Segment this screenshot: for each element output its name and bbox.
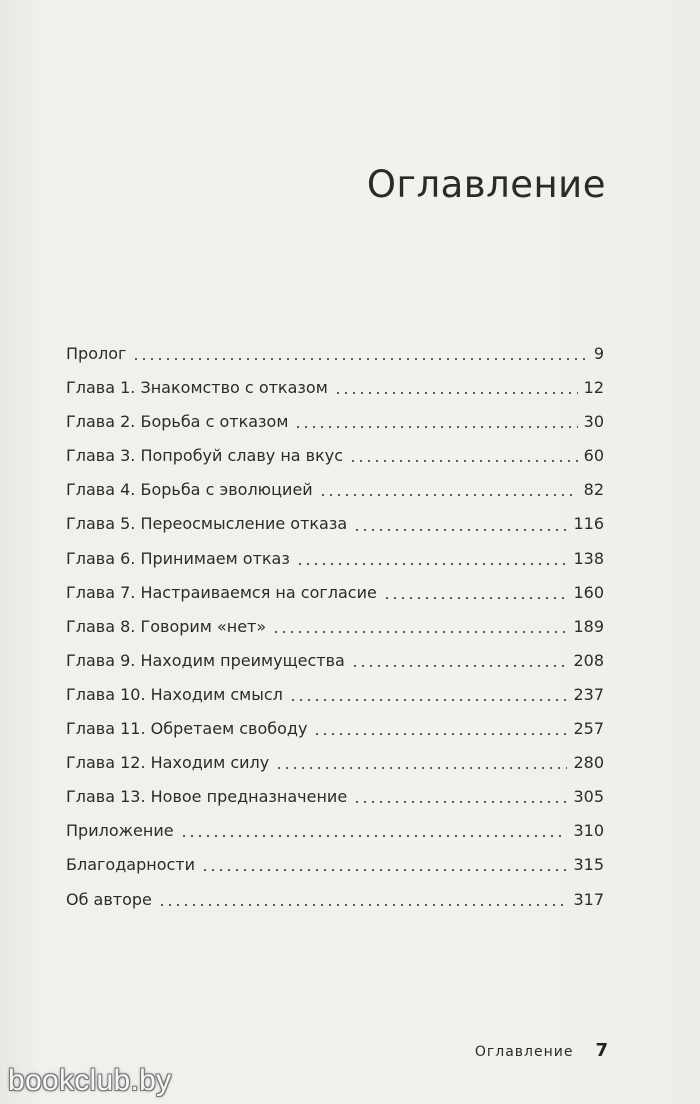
toc-entry-label: Пролог <box>66 344 127 363</box>
toc-entry <box>66 746 604 780</box>
dot-leader <box>289 698 568 702</box>
toc-entry <box>66 507 604 541</box>
page-number: 7 <box>595 1040 608 1061</box>
toc-entry <box>66 644 604 678</box>
dot-leader <box>158 903 568 907</box>
dot-leader <box>319 493 578 497</box>
toc-entry-label: Глава 7. Настраиваемся на согласие <box>66 582 377 602</box>
dot-leader <box>272 630 567 634</box>
toc-entry-page: 82 <box>583 480 604 500</box>
toc-entry-label: Глава 10. Находим смысл <box>66 684 283 704</box>
toc-entry-label: Благодарности <box>66 855 195 875</box>
toc-entry <box>66 542 604 576</box>
toc-entry-page: 12 <box>583 378 604 398</box>
dot-leader <box>383 596 568 600</box>
toc-entry-label: Глава 12. Находим силу <box>66 753 270 773</box>
toc-entry-page: 280 <box>573 753 604 773</box>
toc-entry-label: Глава 1. Знакомство с отказом <box>66 378 328 398</box>
toc-entry-label: Глава 4. Борьба с эволюцией <box>66 480 313 500</box>
toc-entry-page: 257 <box>573 719 604 739</box>
toc-entry <box>66 576 604 610</box>
toc-entry-page: 189 <box>573 616 604 636</box>
toc-entry-label: Приложение <box>66 821 174 841</box>
toc-entry-label: Глава 13. Новое предназначение <box>66 787 348 807</box>
toc-entry-page: 30 <box>583 412 604 432</box>
toc-entry-page: 116 <box>573 514 604 534</box>
toc-entry-label: Глава 9. Находим преимущества <box>66 650 345 670</box>
dot-leader <box>351 664 568 668</box>
dot-leader <box>296 562 568 566</box>
toc-entry <box>66 678 604 712</box>
toc-entry-label: Глава 2. Борьба с отказом <box>66 412 289 432</box>
toc-entry <box>66 337 604 371</box>
toc-entry-label: Глава 3. Попробуй славу на вкус <box>66 446 344 466</box>
dot-leader <box>349 459 578 463</box>
running-footer <box>475 1040 608 1061</box>
dot-leader <box>353 528 567 532</box>
toc-entry-label: Глава 11. Обретаем свободу <box>66 719 308 739</box>
dot-leader <box>313 732 567 736</box>
toc-entry <box>66 610 604 644</box>
toc-entry <box>66 780 604 814</box>
footer-section-title: Оглавление <box>474 1044 574 1060</box>
toc-entry <box>66 712 604 746</box>
toc-entry-page: 208 <box>573 650 604 670</box>
toc-entry-label: Глава 6. Принимаем отказ <box>66 548 290 568</box>
dot-leader <box>334 391 578 395</box>
dot-leader <box>275 766 567 770</box>
toc-entry-page: 315 <box>573 855 604 875</box>
watermark: bookclub.by <box>8 1064 172 1097</box>
toc-entry-page: 317 <box>573 889 604 909</box>
dot-leader <box>294 425 577 429</box>
toc-entry-page: 160 <box>573 582 604 602</box>
toc-entry-label: Глава 8. Говорим «нет» <box>66 616 267 636</box>
toc-entry-page: 138 <box>573 548 604 568</box>
toc-entry <box>66 439 604 473</box>
toc-entry-page: 9 <box>593 344 604 363</box>
toc-entry <box>66 814 604 848</box>
dot-leader <box>201 868 567 872</box>
dot-leader <box>180 834 568 838</box>
page-title: Оглавление <box>366 162 606 206</box>
toc-entry-page: 310 <box>573 821 604 841</box>
toc-entry <box>66 848 604 882</box>
toc-entry <box>66 405 604 439</box>
toc-entry-label: Об авторе <box>66 889 152 909</box>
toc-entry <box>66 371 604 405</box>
toc-entry-page: 237 <box>573 684 604 704</box>
toc-entry-page: 60 <box>583 446 604 466</box>
toc-entry-page: 305 <box>573 787 604 807</box>
dot-leader <box>353 800 567 804</box>
toc-entry-label: Глава 5. Переосмысление отказа <box>66 514 348 534</box>
toc-entry <box>66 473 604 507</box>
dot-leader <box>132 357 587 361</box>
toc-entry <box>66 883 604 917</box>
table-of-contents <box>66 337 604 917</box>
